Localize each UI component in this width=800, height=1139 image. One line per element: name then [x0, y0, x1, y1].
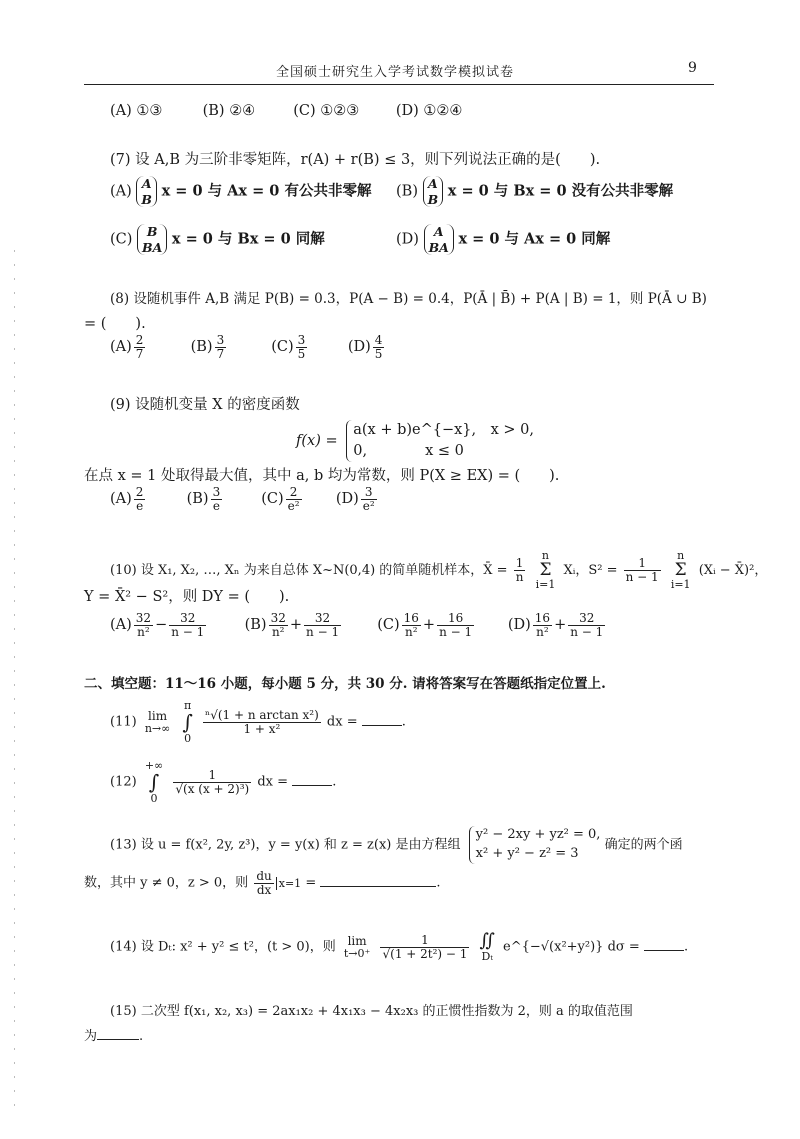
q10-option-d: [508, 612, 607, 638]
q15-line2: [84, 1025, 143, 1044]
q11-int-upper: π: [184, 699, 192, 712]
q8-c-label: (C): [271, 339, 294, 356]
q11-num: ⁿ√(1 + n arctan x²): [205, 707, 319, 722]
q10-a-op: −: [155, 617, 168, 634]
q8-d-num: 4: [374, 333, 383, 347]
q11-answer-blank[interactable]: [362, 713, 402, 726]
q7-option-a: [110, 176, 371, 207]
q15-answer-blank[interactable]: [97, 1027, 139, 1040]
q7-option-b: [396, 176, 673, 207]
q8-stem-cont: = ( ).: [84, 316, 146, 332]
q9-stem: (9) 设随机变量 X 的密度函数: [110, 397, 300, 413]
header-title: 全国硕士研究生入学考试数学模拟试卷: [276, 65, 515, 80]
q10-frac1-den: n: [515, 569, 524, 584]
q9-a-frac: [134, 486, 146, 512]
q6-option-a: (A) ①③: [110, 103, 163, 119]
q10-sum1-sigma: Σ: [539, 559, 552, 580]
q10-d-label: (D): [507, 617, 531, 634]
q10-a-d1: n²: [137, 624, 150, 639]
q10-c-op: +: [422, 617, 436, 634]
q10-stem-cont: Y = X̄² − S²，则 DY = ( ).: [84, 589, 290, 605]
q13-stem-b: 确定的两个函: [604, 837, 683, 853]
q14: [110, 932, 688, 962]
q9-option-c: [261, 486, 331, 512]
q11-int-lower: 0: [184, 731, 192, 745]
q10-sum1-top: n: [541, 549, 549, 562]
q7-c-top: B: [146, 224, 158, 239]
q9-case1: a(x + b)e^{−x}, x > 0,: [353, 422, 535, 438]
q10-frac2-den: n − 1: [625, 569, 659, 584]
q10-xi: Xᵢ，S² =: [563, 562, 618, 578]
q14-int-sub: Dₜ: [481, 949, 493, 963]
q9-stem-cont: 在点 x = 1 处取得最大值，其中 a, b 均为常数，则 P(X ≥ EX) = ( ).: [84, 468, 560, 484]
page-number: 9: [688, 60, 697, 76]
q8-d-frac: [373, 334, 385, 360]
q13-deriv: [254, 870, 273, 896]
q8-a-num: 2: [135, 333, 144, 347]
binding-margin-dots: [14, 250, 15, 1110]
q10-d-n1: 16: [534, 611, 551, 625]
q10-c-n1: 16: [403, 611, 419, 625]
header-rule: [84, 84, 714, 85]
q10-b-frac2: [304, 612, 341, 638]
q8-options: [110, 334, 386, 360]
q14-answer-blank[interactable]: [644, 938, 684, 951]
q8-b-label: (B): [190, 339, 213, 356]
q7-a-top: A: [141, 176, 152, 191]
q14-num: 1: [380, 934, 469, 948]
q7-c-bottom: BA: [142, 239, 163, 255]
q13-stem-a: (13) 设 u = f(x², 2y, z³)，y = y(x) 和 z = z(x) 是由方程组: [110, 837, 461, 853]
q8-c-den: 5: [297, 346, 306, 361]
q8-stem: (8) 设随机事件 A,B 满足 P(B) = 0.3，P(A − B) = 0.4，P(Ā | B̄) + P(A | B) = 1，则 P(Ā ∪ B): [110, 291, 707, 307]
q12-answer-blank[interactable]: [292, 773, 332, 786]
q10-sum2-top: n: [677, 549, 685, 562]
q7-c-label: (C): [110, 231, 133, 248]
q10-option-b: [245, 612, 373, 638]
q11-label: (11): [110, 714, 137, 730]
q13-system: [469, 826, 601, 864]
q13-eval: x=1: [276, 877, 301, 890]
q14-lim-sub: t→0⁺: [343, 946, 371, 960]
q10-frac2: [624, 557, 661, 583]
q12-label: (12): [110, 774, 137, 790]
q10-a-d2: n − 1: [171, 624, 205, 639]
q10-sum2: [669, 550, 693, 591]
q10-a-n1: 32: [135, 611, 152, 625]
q9-b-frac: [211, 486, 223, 512]
q8-d-label: (D): [347, 339, 371, 356]
q10-b-d2: n − 1: [306, 624, 340, 639]
q11-lim-word: lim: [148, 708, 168, 723]
q15-stem: (15) 二次型 f(x₁, x₂, x₃) = 2ax₁x₂ + 4x₁x₃ − 4x₂x₃ 的正惯性指数为 2，则 a 的取值范围: [110, 1004, 633, 1019]
q13-eq2: x² + y² − z² = 3: [475, 845, 579, 861]
q13-answer-blank[interactable]: [320, 874, 436, 887]
q13-stem-c: 数，其中 y ≠ 0，z > 0，则: [84, 875, 249, 891]
q7-d-matrix: [424, 224, 454, 255]
q14-lim-word: lim: [347, 934, 367, 949]
q11-lim-sub: n→∞: [144, 721, 171, 735]
q12-int-sign: ∫: [148, 769, 160, 794]
q10-c-frac1: [402, 612, 421, 638]
q10-a-n2: 32: [169, 612, 206, 626]
q9-b-num: 3: [212, 485, 221, 499]
q10-d-op: +: [554, 617, 567, 634]
q14-end: .: [683, 939, 689, 955]
q14-double-integral: [478, 932, 497, 962]
q14-stem-a: (14) 设 Dₜ: x² + y² ≤ t²，(t > 0)，则: [110, 939, 336, 955]
q14-int-sign: ∬: [479, 930, 495, 951]
q8-option-a: [110, 334, 186, 360]
q10-c-d2: n − 1: [439, 624, 473, 639]
q6-option-b: (B) ②④: [202, 103, 256, 119]
q12-integral: [143, 760, 165, 804]
q10-frac2-num: 1: [624, 557, 661, 571]
q8-option-d: [348, 334, 387, 360]
q12-dx: dx =: [257, 774, 289, 790]
q8-c-num: 3: [297, 333, 306, 347]
q8-b-den: 7: [216, 346, 225, 361]
q11-int-sign: ∫: [182, 709, 193, 734]
q10-frac1-num: 1: [514, 557, 526, 571]
q10-b-op: +: [289, 617, 303, 634]
q6-option-d: (D) ①②④: [395, 103, 463, 119]
q11-frac: [203, 709, 321, 735]
q12-num: 1: [173, 769, 251, 783]
q7-d-bottom: BA: [428, 239, 449, 255]
q9-a-num: 2: [135, 485, 144, 499]
q7-a-text: x = 0 与 Ax = 0 有公共非零解: [161, 182, 372, 200]
q9-c-frac: [286, 486, 302, 512]
q10-option-c: [377, 612, 503, 638]
q9-c-label: (C): [261, 491, 284, 508]
q10-sum2-sigma: Σ: [674, 559, 687, 580]
q10-c-label: (C): [377, 617, 400, 634]
q8-b-num: 3: [216, 333, 225, 347]
q7-d-top: A: [433, 224, 444, 239]
q7-b-text: x = 0 与 Bx = 0 没有公共非零解: [447, 182, 674, 200]
q7-a-bottom: B: [141, 191, 152, 207]
q9-func-lhs: f(x) =: [296, 433, 338, 450]
q8-a-frac: [134, 334, 146, 360]
q7-b-matrix: [423, 176, 444, 207]
q7-stem: (7) 设 A,B 为三阶非零矩阵，r(A) + r(B) ≤ 3，则下列说法正确的是( ).: [110, 152, 601, 168]
q12-end: .: [332, 774, 337, 790]
q12-int-lower: 0: [150, 791, 158, 805]
q10-sum1-bottom: i=1: [535, 578, 556, 592]
q13-dden: dx: [256, 882, 272, 897]
q7-option-c: [110, 224, 325, 255]
q10-d-n2: 32: [568, 612, 605, 626]
q7-c-matrix: [137, 224, 167, 255]
q7-a-matrix: [136, 176, 157, 207]
q13-dnum: du: [256, 869, 272, 883]
q9-d-den: e²: [362, 498, 375, 513]
q9-d-label: (D): [335, 491, 359, 508]
q12-frac: [173, 769, 251, 795]
q8-d-den: 5: [374, 346, 383, 361]
q8-option-c: [271, 334, 343, 360]
q11-lim: [143, 710, 172, 734]
q10-b-n1: 32: [270, 611, 286, 625]
q13-eq: =: [305, 875, 317, 891]
q14-integrand: e^{−√(x²+y²)} dσ =: [503, 939, 640, 955]
q12-den: √(x (x + 2)³): [175, 781, 250, 796]
q10-b-d1: n²: [271, 624, 285, 639]
q9-c-num: 2: [286, 486, 302, 500]
q9-option-a: [110, 486, 182, 512]
q9-case2: 0, x ≤ 0: [353, 443, 464, 460]
q10-options: [110, 612, 607, 638]
q15-stem-cont: 为: [84, 1029, 98, 1044]
q13-line2: [84, 870, 441, 896]
q15-end: .: [139, 1029, 144, 1044]
q10-b-frac1: [269, 612, 288, 638]
q10-b-label: (B): [244, 617, 267, 634]
q11-den: 1 + x²: [243, 721, 281, 736]
q9-d-frac: [361, 486, 377, 512]
q11: [110, 700, 406, 744]
q10-b-n2: 32: [304, 612, 341, 626]
q9-d-num: 3: [361, 486, 377, 500]
q13-line1: [110, 826, 683, 864]
q10-sum1: [534, 550, 558, 591]
q8-a-den: 7: [135, 346, 144, 361]
q10-c-frac2: [437, 612, 474, 638]
q10-d-frac2: [568, 612, 605, 638]
q8-c-frac: [296, 334, 308, 360]
q10-frac1: [514, 557, 526, 583]
q10-c-n2: 16: [437, 612, 474, 626]
q9-b-label: (B): [186, 491, 209, 508]
q14-frac: [380, 934, 469, 960]
q7-d-label: (D): [396, 231, 419, 248]
q7-c-text: x = 0 与 Bx = 0 同解: [171, 230, 325, 248]
q9-a-den: e: [136, 498, 144, 513]
q10-stem-a: (10) 设 X₁, X₂, …, Xₙ 为来自总体 X~N(0,4) 的简单随机样本，X̄ =: [110, 562, 508, 578]
q7-b-label: (B): [396, 183, 418, 200]
q14-den: √(1 + 2t²) − 1: [382, 946, 468, 961]
q10-d-frac1: [533, 612, 552, 638]
q9-option-d: [336, 486, 379, 512]
q9-cases: [346, 420, 534, 462]
q11-end: .: [401, 714, 406, 730]
q9-b-den: e: [212, 498, 220, 513]
q10-option-a: [110, 612, 240, 638]
q14-lim: [342, 935, 372, 959]
q8-a-label: (A): [110, 339, 132, 356]
q9-density: [296, 420, 534, 462]
q13-end: .: [436, 875, 441, 891]
q7-b-top: A: [428, 176, 438, 191]
q10-a-frac1: [134, 612, 153, 638]
q10-c-d1: n²: [405, 624, 418, 639]
q9-options: [110, 486, 379, 512]
q10-d-d2: n − 1: [570, 624, 604, 639]
q8-option-b: [191, 334, 267, 360]
section2-heading: 二、填空题：11～16 小题，每小题 5 分，共 30 分. 请将答案写在答题纸指定位置上.: [84, 676, 606, 692]
q6-options: [110, 103, 462, 119]
q12: [110, 760, 336, 804]
q9-option-b: [187, 486, 257, 512]
q10-sum2-bottom: i=1: [670, 578, 691, 592]
q10-sum2-text: (Xᵢ − X̄)²，: [698, 562, 768, 578]
q10-a-frac2: [169, 612, 206, 638]
q7-d-text: x = 0 与 Ax = 0 同解: [458, 230, 611, 248]
q9-c-den: e²: [287, 498, 300, 513]
q12-int-upper: +∞: [144, 759, 164, 772]
q11-integral: [180, 700, 194, 744]
q7-option-d: [396, 224, 610, 255]
q13-eq1: y² − 2xy + yz² = 0,: [475, 827, 601, 842]
q10-d-d1: n²: [536, 624, 549, 639]
q7-b-bottom: B: [427, 191, 439, 207]
q9-a-label: (A): [110, 491, 132, 508]
q11-dx: dx =: [326, 714, 358, 730]
q7-a-label: (A): [110, 183, 132, 200]
q8-b-frac: [215, 334, 227, 360]
q10-a-label: (A): [110, 617, 132, 634]
q6-option-c: (C) ①②③: [293, 103, 360, 119]
